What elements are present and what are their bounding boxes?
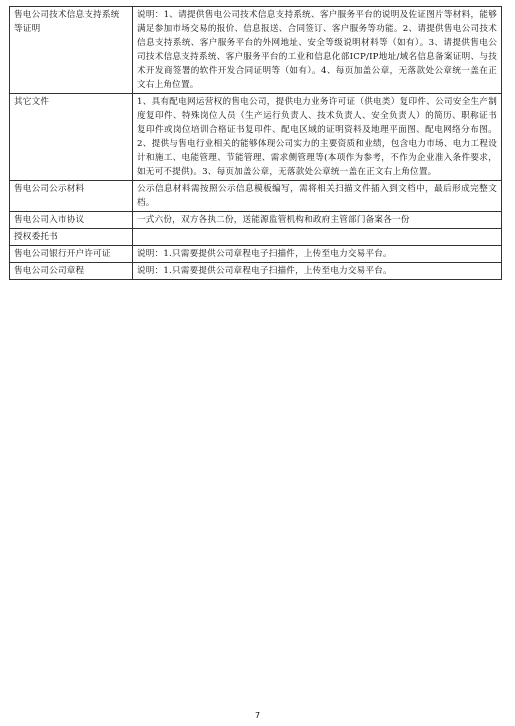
row-content: 说明：1.只需要提供公司章程电子扫描件，上传至电力交易平台。 — [133, 246, 502, 263]
row-content: 说明：1.只需要提供公司章程电子扫描件，上传至电力交易平台。 — [133, 263, 502, 280]
row-label: 售电公司银行开户许可证 — [10, 246, 133, 263]
requirements-table — [9, 6, 502, 280]
table-row — [10, 7, 502, 94]
page-number: 7 — [254, 711, 261, 720]
row-label: 售电公司入市协议 — [10, 212, 133, 229]
row-content: 公示信息材料需按照公示信息模板编写，需将相关扫描文件插入到文档中，最后形成完整文档。 — [133, 181, 502, 212]
row-label: 售电公司公示材料 — [10, 181, 133, 212]
row-label: 其它文件 — [10, 94, 133, 181]
row-content: 1、具有配电网运营权的售电公司，提供电力业务许可证（供电类）复印件、公司安全生产制度复印件、特殊岗位人员（生产运行负责人、技术负责人、安全负责人）的简历、职称证书复印件或岗位培训合格证书复印件、配电区域的证明资料及地理平面图、配电网络分布图。2、提供与售电行业相关的能够体现公司实力的主要资质和业绩，包含电力市场、电力工程设计和施工、电能管理、节能管理、需求侧管理等(本项作为参考，不作为企业准入条件要求，如无可不提供)。3、每页加盖公章，无落款处公章统一盖在正文右上角位置。 — [133, 94, 502, 181]
row-label: 授权委托书 — [10, 229, 133, 246]
row-content: 一式六份，双方各执二份，送能源监管机构和政府主管部门备案各一份 — [133, 212, 502, 229]
table-row — [10, 181, 502, 212]
table-row — [10, 212, 502, 229]
table-row — [10, 246, 502, 263]
table-row — [10, 229, 502, 246]
table-row — [10, 263, 502, 280]
row-content — [133, 229, 502, 246]
row-label: 售电公司公司章程 — [10, 263, 133, 280]
row-label: 售电公司技术信息支持系统等证明 — [10, 7, 133, 94]
table-row — [10, 94, 502, 181]
row-content: 说明：1、请提供售电公司技术信息支持系统、客户服务平台的说明及佐证图片等材料，能够满足参加市场交易的报价、信息报送、合同签订、客户服务等功能。2、请提供售电公司技术信息支持系统、客户服务平台的外网地址、安全等级说明材料等（如有）。3、请提供售电公司技术信息支持系统、客户服务平台的工业和信息化部ICP/IP地址/域名信息备案证明、与技术开发商签署的软件开发合同证明等（如有）。4、每页加盖公章，无落款处公章统一盖在正文右上角位置。 — [133, 7, 502, 94]
